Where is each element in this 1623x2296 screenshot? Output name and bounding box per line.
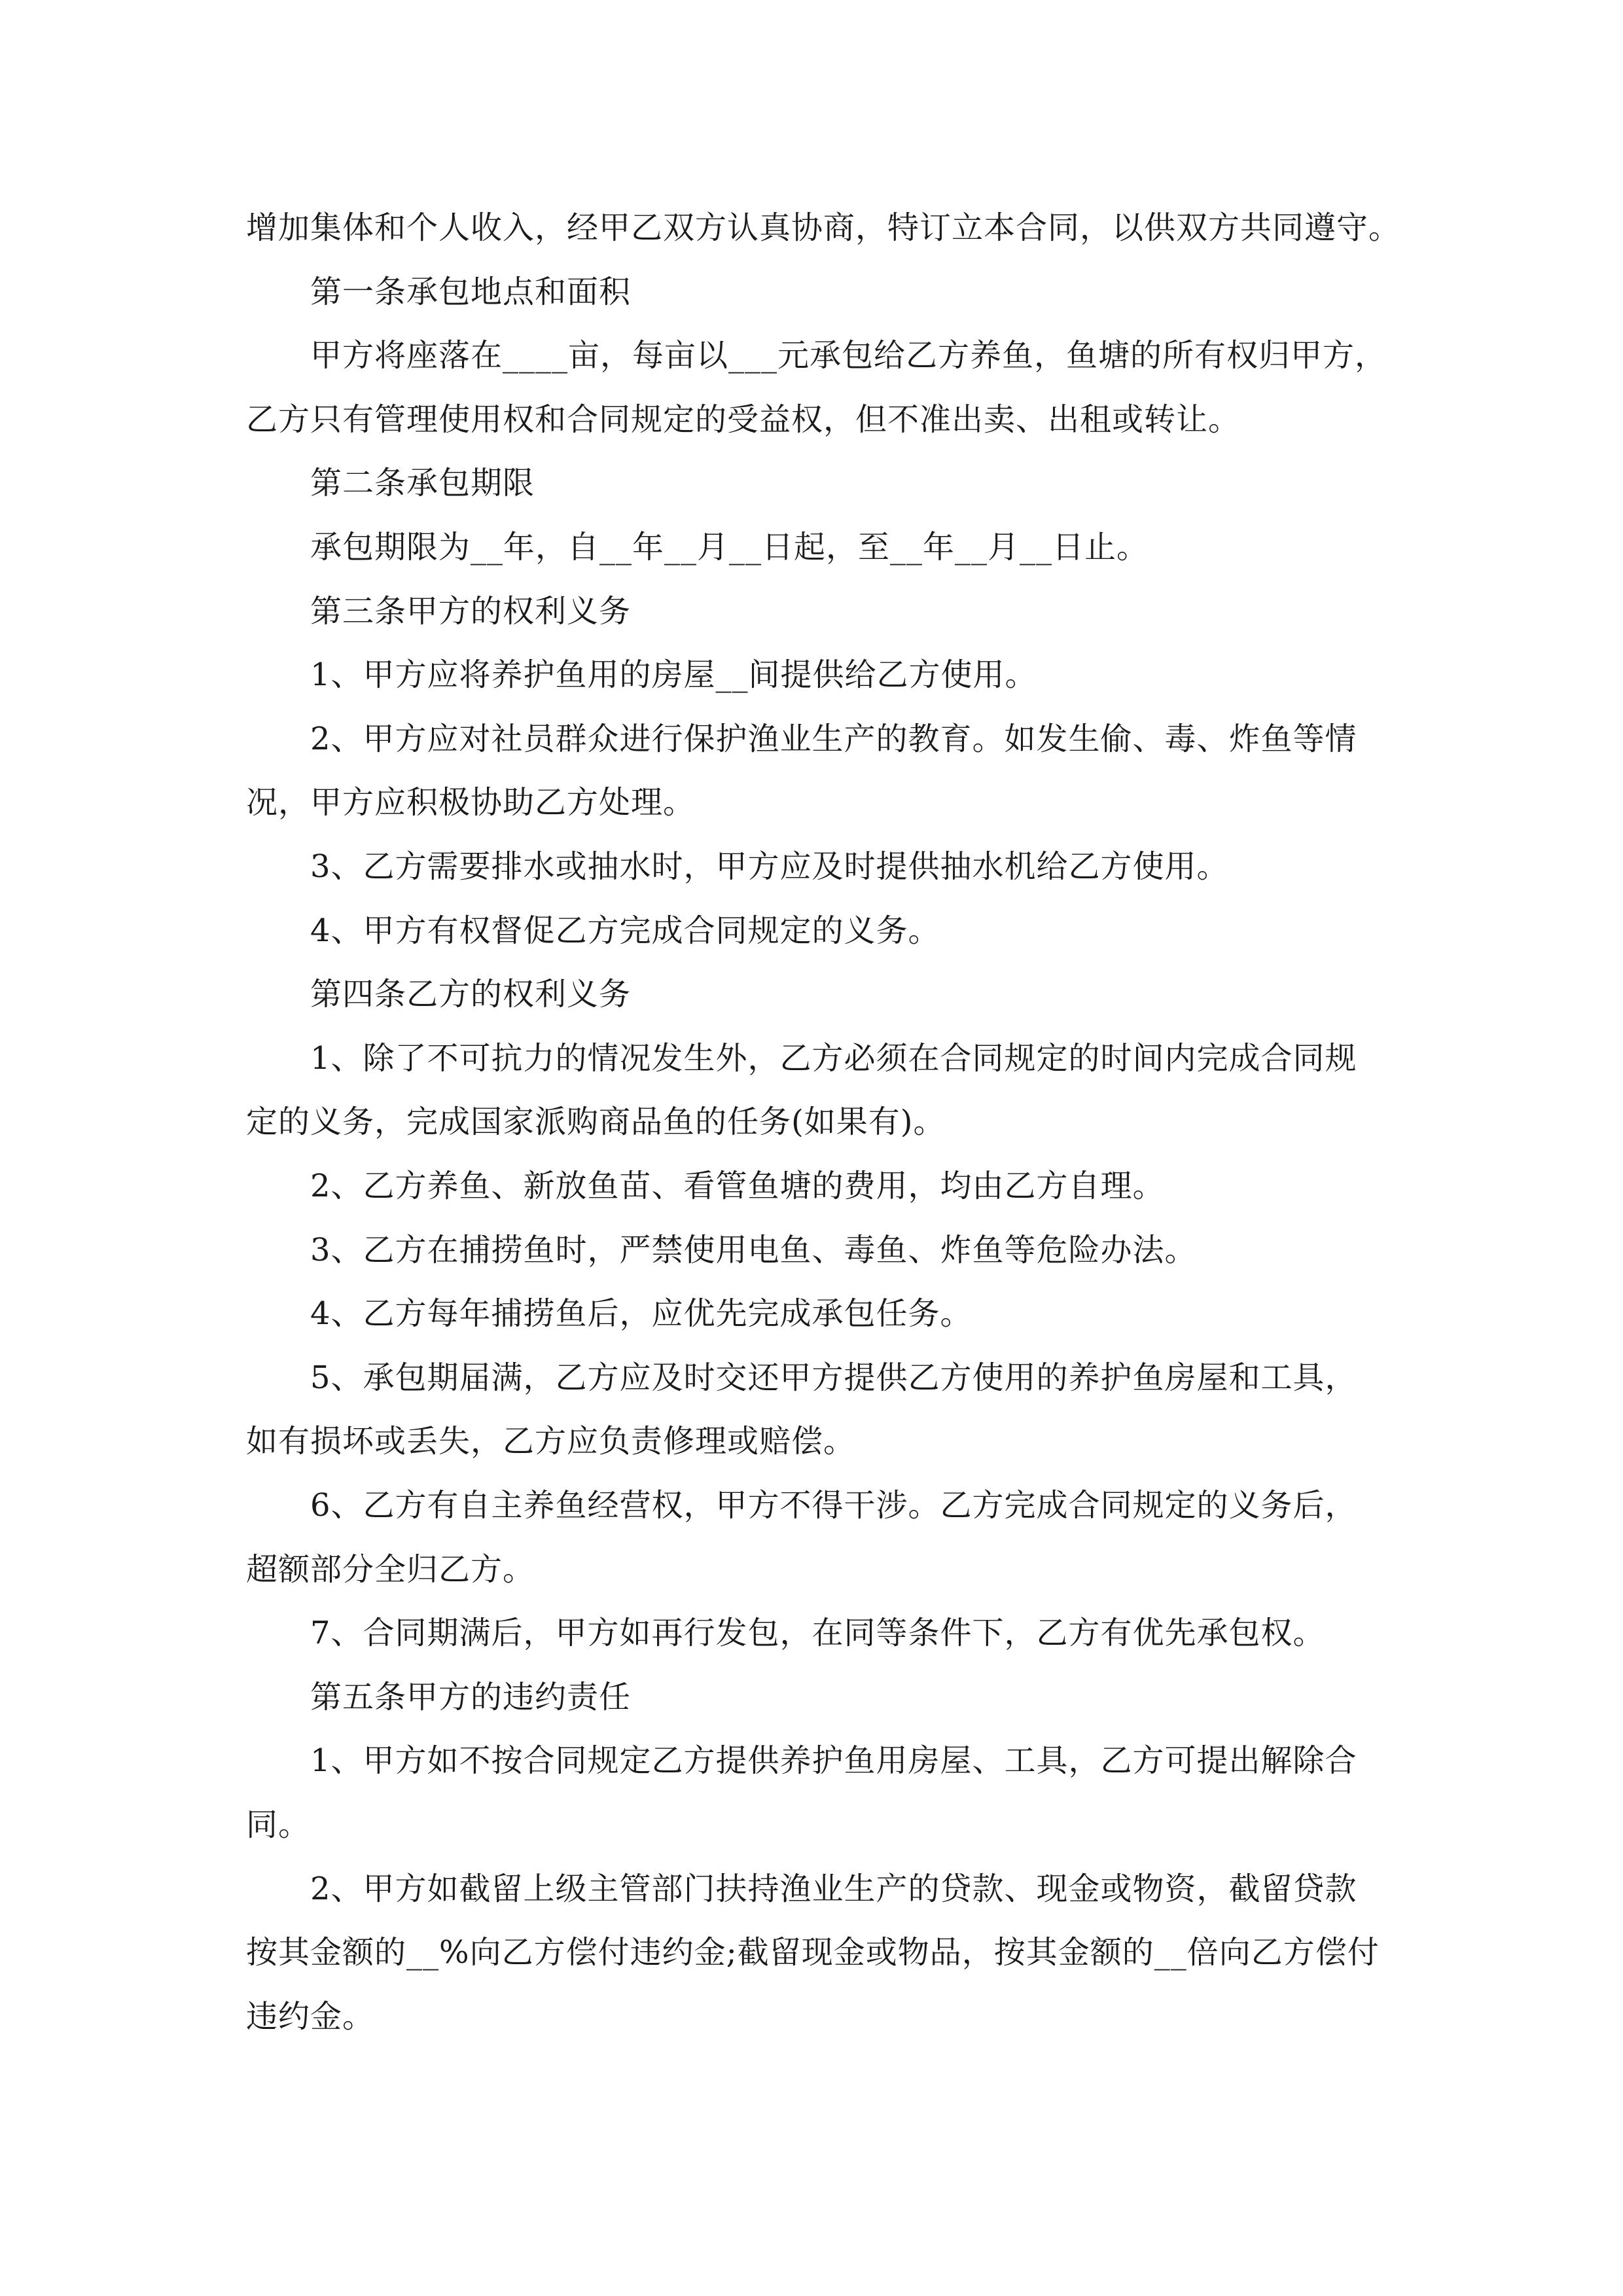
text-line: 1、甲方应将养护鱼用的房屋__间提供给乙方使用。: [310, 656, 1037, 693]
text-line: 3、乙方在捕捞鱼时，严禁使用电鱼、毒鱼、炸鱼等危险办法。: [310, 1232, 1197, 1268]
text-line: 3、乙方需要排水或抽水时，甲方应及时提供抽水机给乙方使用。: [310, 848, 1229, 885]
text-line: 4、乙方每年捕捞鱼后，应优先完成承包任务。: [310, 1295, 972, 1332]
text-line: 1、除了不可抗力的情况发生外，乙方必须在合同规定的时间内完成合同规: [310, 1040, 1357, 1077]
text-line: 2、乙方养鱼、新放鱼苗、看管鱼塘的费用，均由乙方自理。: [310, 1168, 1165, 1204]
text-line: 7、合同期满后，甲方如再行发包，在同等条件下，乙方有优先承包权。: [310, 1615, 1325, 1651]
section-heading: 第三条甲方的权利义务: [310, 593, 632, 630]
section-heading: 第二条承包期限: [310, 465, 535, 501]
text-line: 承包期限为__年，自__年__月__日起，至__年__月__日止。: [310, 529, 1149, 565]
text-line: 6、乙方有自主养鱼经营权，甲方不得干涉。乙方完成合同规定的义务后，: [310, 1487, 1357, 1524]
text-line: 乙方只有管理使用权和合同规定的受益权，但不准出卖、出租或转让。: [246, 401, 1241, 438]
text-line: 按其金额的__%向乙方偿付违约金;截留现金或物品，按其金额的__倍向乙方偿付: [246, 1934, 1380, 1971]
text-line: 2、甲方如截留上级主管部门扶持渔业生产的贷款、现金或物资，截留贷款: [310, 1871, 1357, 1907]
text-line: 定的义务，完成国家派购商品鱼的任务(如果有)。: [246, 1103, 946, 1140]
text-line: 违约金。: [246, 1998, 375, 2035]
text-line: 同。: [246, 1806, 311, 1843]
text-line: 增加集体和个人收入，经甲乙双方认真协商，特订立本合同，以供双方共同遵守。: [246, 209, 1401, 246]
section-heading: 第四条乙方的权利义务: [310, 976, 632, 1013]
text-line: 超额部分全归乙方。: [246, 1551, 535, 1588]
text-line: 5、承包期届满，乙方应及时交还甲方提供乙方使用的养护鱼房屋和工具，: [310, 1359, 1357, 1396]
text-line: 4、甲方有权督促乙方完成合同规定的义务。: [310, 912, 940, 949]
section-heading: 第五条甲方的违约责任: [310, 1679, 632, 1715]
section-heading: 第一条承包地点和面积: [310, 274, 632, 310]
text-line: 甲方将座落在____亩，每亩以___元承包给乙方养鱼，鱼塘的所有权归甲方，: [310, 337, 1387, 374]
text-line: 如有损坏或丢失，乙方应负责修理或赔偿。: [246, 1423, 856, 1460]
text-line: 况，甲方应积极协助乙方处理。: [246, 784, 696, 821]
text-line: 2、甲方应对社员群众进行保护渔业生产的教育。如发生偷、毒、炸鱼等情: [310, 721, 1357, 757]
text-line: 1、甲方如不按合同规定乙方提供养护鱼用房屋、工具，乙方可提出解除合: [310, 1742, 1357, 1779]
